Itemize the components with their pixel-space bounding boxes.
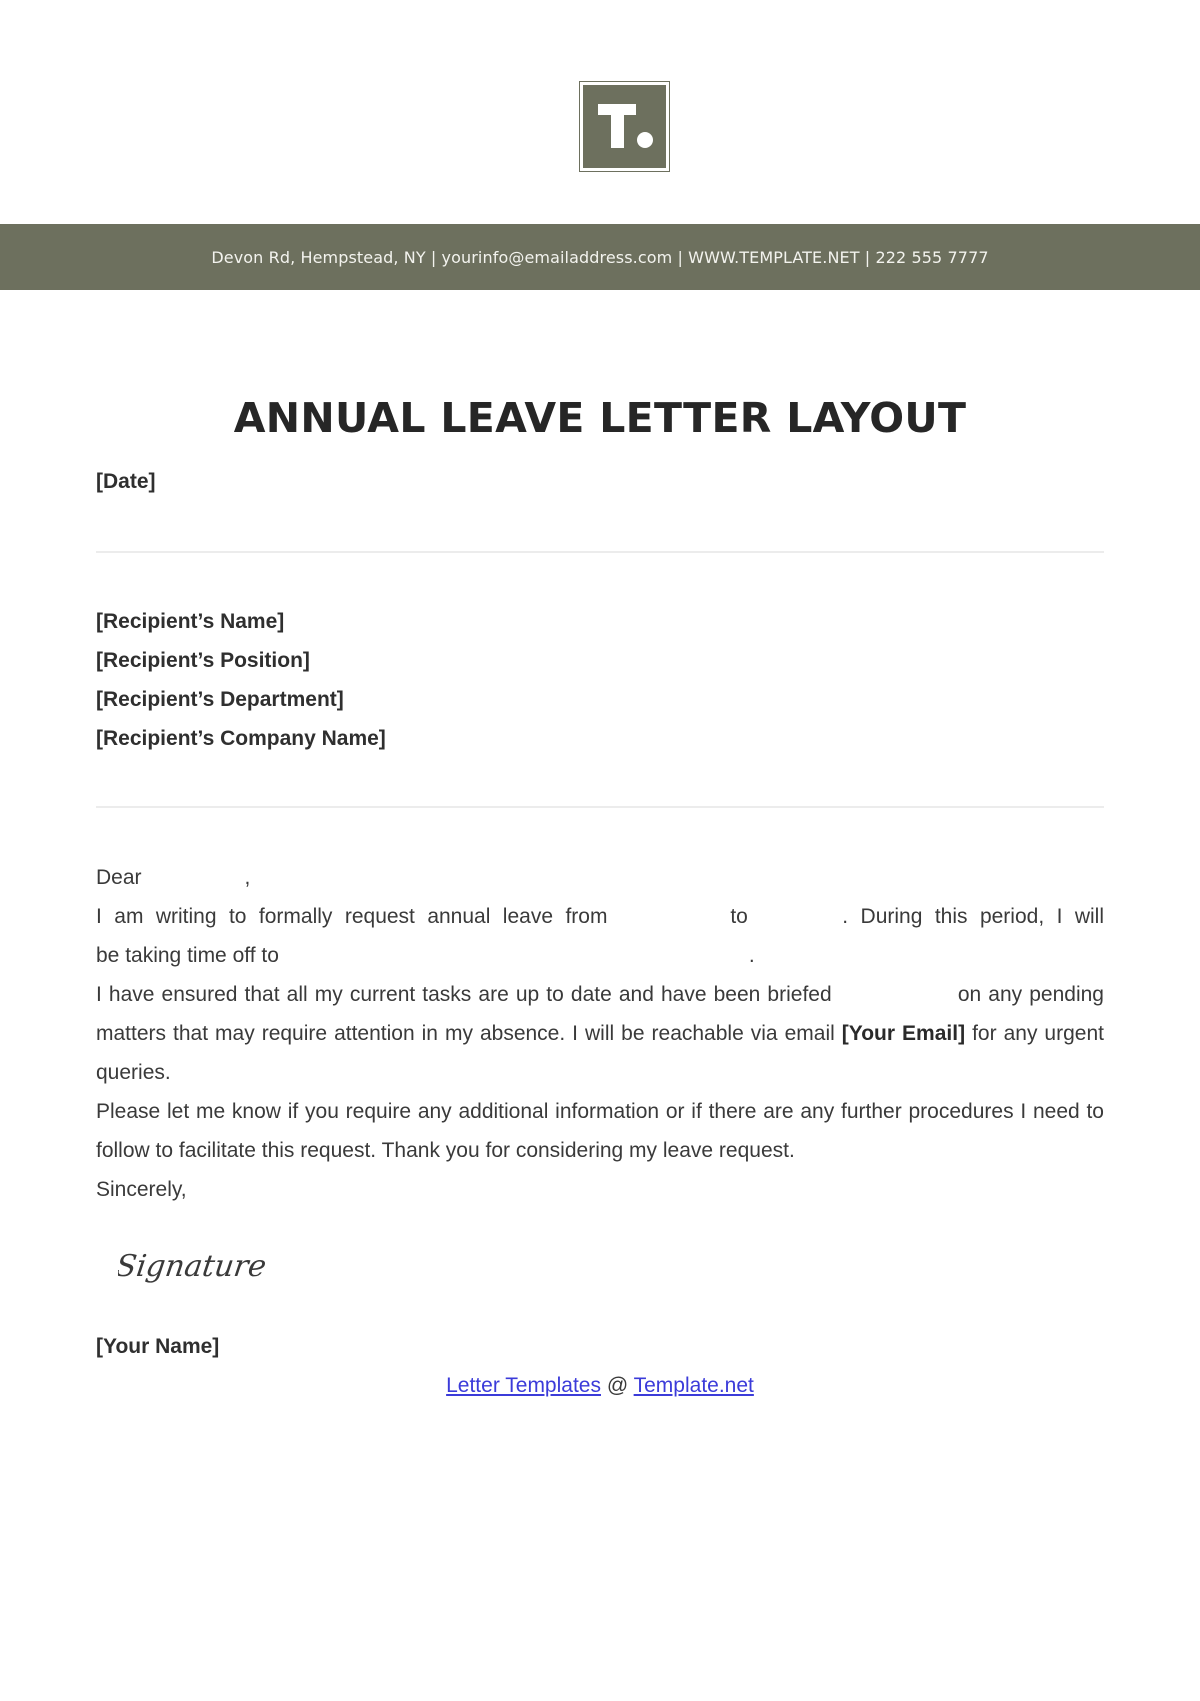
signature-image <box>118 1238 278 1299</box>
paragraph-2-text-a: I have ensured that all my current tasks are up to date and have been briefed <box>96 983 832 1006</box>
closing: Sincerely, <box>96 1178 187 1201</box>
footer-credit <box>0 1374 1200 1398</box>
contact-banner <box>0 224 1200 290</box>
paragraph-2-text-c: for any urgent queries. <box>96 1022 1104 1084</box>
greeting <box>96 858 1104 897</box>
date-placeholder: [Date] <box>96 470 156 493</box>
letter-body <box>96 858 1104 1209</box>
footer-separator: @ <box>606 1374 629 1397</box>
paragraph-1-text-c: . During this period, I will <box>842 905 1104 928</box>
logo-t-icon <box>583 85 665 167</box>
logo-mark <box>583 85 666 168</box>
svg-text:Signature: Signature <box>118 1249 269 1284</box>
recipient-company: [Recipient’s Company Name] <box>96 727 386 750</box>
signature-script <box>118 1238 278 1294</box>
paragraph-1-line-2 <box>96 936 1104 975</box>
recipient-department: [Recipient’s Department] <box>96 688 344 711</box>
paragraph-2 <box>96 975 1104 1092</box>
paragraph-1-text-a: I am writing to formally request annual leave from <box>96 905 608 928</box>
letter-templates-link[interactable]: Letter Templates <box>446 1374 601 1397</box>
paragraph-1-text-e: . <box>748 944 755 967</box>
greeting-comma: , <box>244 866 251 889</box>
divider <box>96 551 1104 553</box>
paragraph-2-text-b: on any pending matters that may require attention in my absence. I will be reachable via email <box>96 983 1104 1045</box>
template-net-link[interactable]: Template.net <box>633 1374 754 1397</box>
contact-line: Devon Rd, Hempstead, NY | yourinfo@emailaddress.com | WWW.TEMPLATE.NET | 222 555 7777 <box>211 247 989 267</box>
paragraph-1-text-b: to <box>730 905 748 928</box>
logo <box>579 81 670 172</box>
divider <box>96 806 1104 808</box>
recipient-position: [Recipient’s Position] <box>96 649 310 672</box>
paragraph-1-text-d: be taking time off to <box>96 944 279 967</box>
page-title: ANNUAL LEAVE LETTER LAYOUT <box>233 394 967 442</box>
sender-name: [Your Name] <box>96 1335 220 1358</box>
greeting-word: Dear <box>96 866 142 889</box>
recipient-name: [Recipient’s Name] <box>96 610 285 633</box>
paragraph-1-line-1 <box>96 897 1104 936</box>
paragraph-3: Please let me know if you require any additional information or if there are any further procedures I need to follow to facilitate this request. Thank you for considering my leave request. <box>96 1100 1104 1162</box>
email-placeholder: [Your Email] <box>841 1022 966 1045</box>
